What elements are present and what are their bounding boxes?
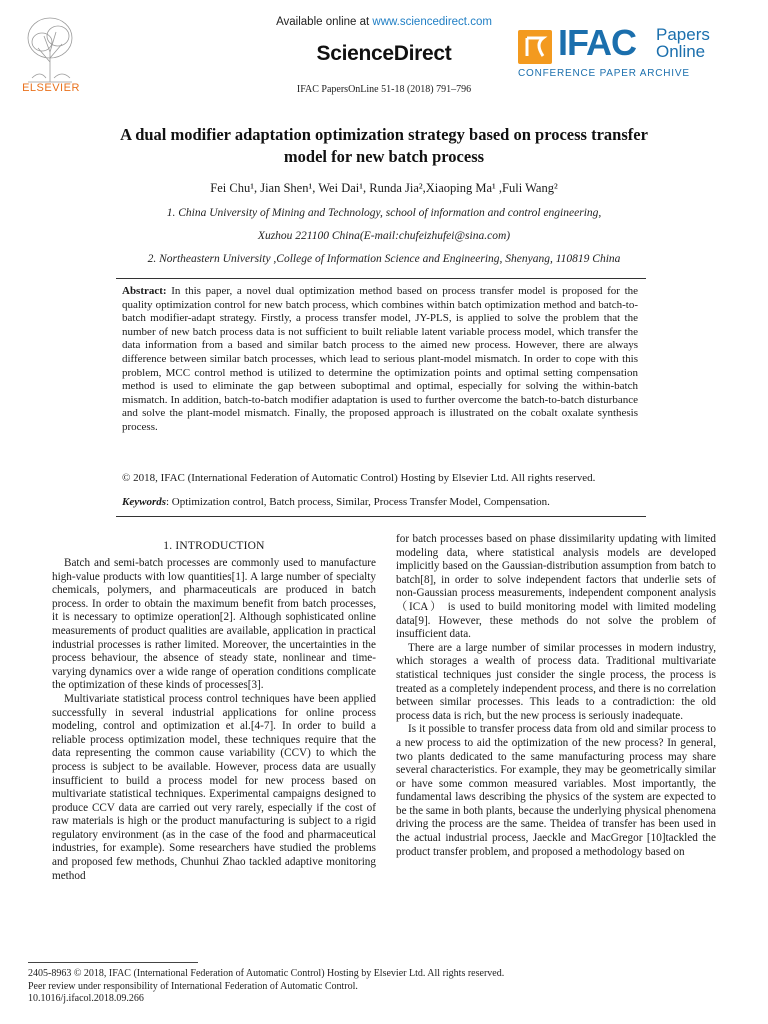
affiliation-1: 1. China University of Mining and Technology, school of information and control engineering, [166,207,602,219]
abstract-label: Abstract: [122,285,167,297]
footer-doi-line[interactable]: 10.1016/j.ifacol.2018.09.266 [28,993,144,1004]
papers-word: Papers [656,25,710,44]
right-paragraph-1: for batch processes based on phase dissimilarity updating with limited modeling data, where statistical analysis models are developed implicitly based on the Gaussian-distribution assumption from batch to batch[8], in order to solve independent factors that underlie sets of non-Gaussian process measurements, independent component analysis （ICA） is used to build monitoring model with limited modeling data[9]. However, these methods do not solve the problem of insufficient data. [396,533,716,641]
affiliation-2: 2. Northeastern University ,College of Information Science and Engineering, Shenyang, 110819 China [147,253,621,265]
keywords [122,496,638,508]
title-line-1: A dual modifier adaptation optimization strategy based on process transfer [120,125,648,144]
footer-peer-review-line: Peer review under responsibility of International Federation of Automatic Control. [28,980,358,992]
journal-citation: IFAC PapersOnLine 51-18 (2018) 791–796 [296,84,472,95]
author-list: Fei Chu¹, Jian Shen¹, Wei Dai¹, Runda Jia²,Xiaoping Ma¹ ,Fuli Wang² [210,181,558,195]
footer [28,968,728,1006]
abstract-top-rule [116,278,646,279]
ifac-wordmark: IFAC [558,22,637,63]
title-line-2: model for new batch process [283,147,485,166]
right-paragraph-3: Is it possible to transfer process data from old and similar process to a new process to aid the optimization of the new process? In general, two plants dedicated to the same manufacturing process may share several characteristics. For example, they may be geometrically similar or have some common measured variables. Most importantly, the fundamental laws describing the physics of the system are expected to be the same in both plants, because the underlying physical phenomena driving the process are the same. Theidea of transfer has been used in the actual industrial process, Jaeckle and MacGregor [10]tackled the product transfer problem, and proposed a methodology based on [396,723,716,858]
right-column [396,533,716,859]
ifac-logo [518,22,748,86]
keywords-text: : Optimization control, Batch process, Similar, Process Transfer Model, Compensation. [166,496,550,508]
section-heading-introduction: 1. INTRODUCTION [163,540,265,552]
abstract-text: In this paper, a novel dual optimization method based on process transfer model is proposed for the quality optimization control for new batch process, which combines within batch optimization method and batch-to-batch modifier-adapt strategy. Firstly, a process transfer model, JY-PLS, is applied to solve the problem that the number of new batch process data is not sufficient to built reliable latent variable process model, which transfer the data information from a based and similar batch process to the aimed new process. However, there are always difference between similar batch processes, which lead to serious plant-model mismatch. In order to cope with this problem, MCC control method is utilized to determine the optimization points and optimal setting compensation method is used to eliminate the gap between suboptimal and optimal, especially for solving the within-batch mismatch. In addition, batch-to-batch modifier adaptation is used to further overcome the batch-to-batch disturbance and solve the plant-model mismatch. Finally, the proposed approach is illustrated on the cobalt oxalate synthesis process. [122,285,639,433]
papers-online-label [656,26,710,60]
keywords-bottom-rule [116,516,646,517]
online-word: Online [656,42,706,61]
conference-archive-label: CONFERENCE PAPER ARCHIVE [518,68,690,79]
sciencedirect-link[interactable]: www.sciencedirect.com [372,16,492,28]
paper-title [60,124,708,168]
abstract [122,285,638,435]
footer-rule [28,962,198,963]
right-paragraph-2: There are a large number of similar processes in modern industry, which storages a wealth of process data. Traditional multivariate statistical techniques just consider the single process, the process is treated as a completely independent process, and there is no correlation between similar processes. This leads to a contradiction: the old process data is rich, but the new process is seriously inadequate. [396,641,716,722]
ifac-emblem-icon [518,30,552,64]
available-prefix: Available online at [276,16,373,28]
copyright-notice: © 2018, IFAC (International Federation of Automatic Control) Hosting by Elsevier Ltd. All rights reserved. [122,472,596,484]
affiliation-1-address: Xuzhou 221100 China(E-mail:chufeizhufei@sina.com) [257,230,511,242]
left-paragraph-1: Batch and semi-batch processes are commonly used to manufacture high-value products with low quantities[1]. A large number of specialty chemicals, polymers, and pharmaceuticals are produced in batch process. In order to obtain the maximum benefit from batch processes, it is necessary to optimize operation[2]. Although sophisticated online measurements of product qualities are available, application in practical industrial processes is rather limited. Moreover, the uncertainties in the process behaviour, the absence of steady state, nonlinear and time-varying dynamics over a wide range of operation conditions complicate the optimization of these kinds of processes[3]. [52,557,376,692]
left-column [52,557,376,883]
left-paragraph-2: Multivariate statistical process control techniques have been applied successfully in several industrial applications for online process modeling, control and optimization et al.[4-7]. In order to build a reliable process optimization model, these techniques require that the data representing the common cause variability (CCV) to which the process is subject to be available. However, process data are usually insufficient to build a process model for new process based on multivariate statistical techniques. Experimental campaigns designed to produce CCV data are carried out very rarely, especially if the cost of raw materials is high or the product manufacturing is subject to a rigid regulatory environment (as in the case of the food and pharmaceutical industries, for example). Some researchers have studied the problems and proposed few methods, Chunhui Zhao tackled adaptive monitoring method [52,692,376,882]
footer-issn-line: 2405-8963 © 2018, IFAC (International Federation of Automatic Control) Hosting by Elsevier Ltd. All rights reserved. [28,968,505,979]
sciencedirect-title: ScienceDirect [316,42,452,65]
elsevier-wordmark: ELSEVIER [22,82,80,94]
keywords-label: Keywords [122,496,166,508]
